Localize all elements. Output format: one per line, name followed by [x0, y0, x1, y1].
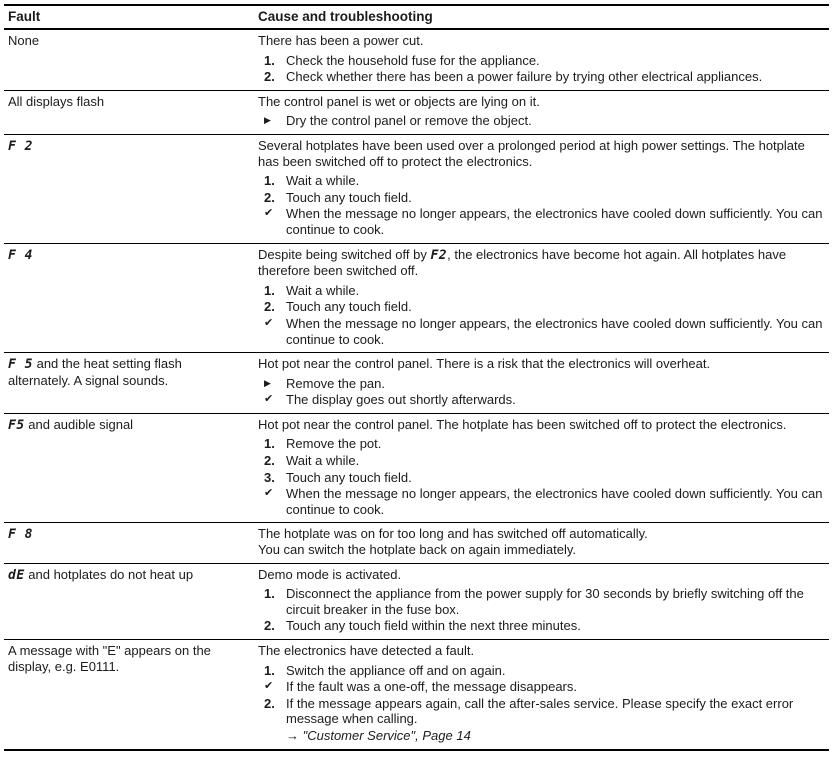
numbered-step — [258, 618, 829, 634]
step-text — [286, 679, 829, 695]
fault-code: F5 — [8, 417, 25, 433]
result-note — [258, 679, 829, 695]
step-text — [286, 173, 829, 189]
step-text — [286, 376, 829, 392]
text-segment: Check the household fuse for the appliance. — [286, 52, 540, 68]
text-segment: A message with "E" appears on the display, e.g. E0111. — [8, 643, 211, 674]
table-row — [4, 413, 829, 523]
fault-cell — [4, 413, 258, 523]
step-text — [286, 53, 829, 69]
cause-cell — [258, 413, 829, 523]
step-number: 2. — [264, 189, 275, 205]
cause-cell — [258, 90, 829, 134]
table-row — [4, 523, 829, 563]
cause-cell — [258, 640, 829, 750]
step-number: 1. — [264, 52, 275, 68]
result-note — [258, 206, 829, 237]
cause-paragraph — [258, 356, 829, 372]
cause-paragraph — [258, 567, 829, 583]
step-number: 1. — [264, 282, 275, 298]
numbered-step — [258, 586, 829, 617]
column-header-fault: Fault — [4, 5, 258, 29]
result-note — [258, 392, 829, 408]
step-number: 3. — [264, 469, 275, 485]
text-segment: , the electronics have become hot again. All hotplates have therefore been switched off. — [258, 246, 787, 279]
column-header-cause: Cause and troubleshooting — [258, 5, 829, 29]
step-text — [286, 453, 829, 469]
cause-paragraph — [258, 138, 829, 169]
step-text — [286, 728, 829, 744]
step-text — [286, 69, 829, 85]
fault-cell — [4, 90, 258, 134]
text-segment: Touch any touch field within the next three minutes. — [286, 618, 581, 634]
text-segment: Touch any touch field. — [286, 299, 412, 315]
fault-code: F 2 — [8, 138, 33, 154]
text-segment: Hot pot near the control panel. There is a risk that the electronics will overheat. — [258, 356, 711, 372]
text-segment: Wait a while. — [286, 453, 360, 469]
step-text — [286, 586, 829, 617]
step-text — [286, 696, 829, 727]
text-segment: Remove the pot. — [286, 436, 382, 452]
step-number: 2. — [264, 618, 275, 634]
fault-code: F 5 — [8, 357, 33, 373]
action-arrow-icon: ▶ — [264, 115, 271, 126]
cause-cell — [258, 29, 829, 90]
text-segment: → "Customer Service", Page 14 — [286, 727, 471, 743]
step-number: 2. — [264, 69, 275, 85]
step-number: 2. — [264, 695, 275, 711]
step-text — [286, 190, 829, 206]
text-segment: and audible signal — [24, 416, 134, 432]
fault-cell — [4, 353, 258, 414]
text-segment: Dry the control panel or remove the object. — [286, 113, 532, 129]
numbered-step — [258, 53, 829, 69]
text-segment: Touch any touch field. — [286, 189, 412, 205]
text-segment: The control panel is wet or objects are lying on it. — [258, 93, 540, 109]
text-segment: When the message no longer appears, the electronics have cooled down sufficiently. You can continue to cook. — [286, 486, 823, 517]
text-segment: None — [8, 33, 40, 48]
step-text — [286, 618, 829, 634]
step-text — [286, 663, 829, 679]
action-step — [258, 376, 829, 392]
table-row — [4, 640, 829, 750]
cause-cell — [258, 243, 829, 353]
cause-paragraph — [258, 94, 829, 110]
step-number: 1. — [264, 436, 275, 452]
cross-reference — [258, 728, 829, 744]
ref-indent — [264, 728, 286, 744]
table-row — [4, 90, 829, 134]
action-arrow-icon: ▶ — [264, 377, 271, 388]
text-segment: Switch the appliance off and on again. — [286, 662, 506, 678]
fault-code: F 8 — [8, 527, 33, 543]
fault-cell — [4, 134, 258, 243]
text-segment: Hot pot near the control panel. The hotplate has been switched off to protect the electronics. — [258, 416, 787, 432]
check-icon: ✔ — [264, 393, 274, 406]
step-text — [286, 470, 829, 486]
text-segment: Disconnect the appliance from the power supply for 30 seconds by briefly switching off the circuit breaker in the fuse box. — [286, 586, 804, 617]
step-text — [286, 206, 829, 237]
numbered-step — [258, 299, 829, 315]
cause-cell — [258, 523, 829, 563]
step-number: 2. — [264, 299, 275, 315]
table-row — [4, 29, 829, 90]
step-text — [286, 113, 829, 129]
numbered-step — [258, 696, 829, 727]
text-segment: Wait a while. — [286, 173, 360, 189]
text-segment: You can switch the hotplate back on again immediately. — [258, 542, 576, 558]
text-segment: Check whether there has been a power failure by trying other electrical appliances. — [286, 69, 763, 85]
step-number: 1. — [264, 586, 275, 602]
text-segment: Several hotplates have been used over a prolonged period at high power settings. The hotplate has been switched off to protect the electronics. — [258, 137, 805, 169]
fault-table — [4, 4, 829, 751]
table-row — [4, 134, 829, 243]
text-segment: Touch any touch field. — [286, 469, 412, 485]
text-segment: and hotplates do not heat up — [24, 566, 194, 582]
action-step — [258, 113, 829, 129]
step-text — [286, 316, 829, 347]
step-text — [286, 486, 829, 517]
step-text — [286, 283, 829, 299]
text-segment: Remove the pan. — [286, 375, 386, 391]
check-icon: ✔ — [264, 207, 274, 220]
cause-paragraph — [258, 526, 829, 542]
step-number: 1. — [264, 662, 275, 678]
text-segment: There has been a power cut. — [258, 33, 424, 48]
fault-cell — [4, 29, 258, 90]
fault-cell — [4, 563, 258, 639]
cause-paragraph — [258, 643, 829, 659]
step-number: 2. — [264, 453, 275, 469]
cause-cell — [258, 563, 829, 639]
text-segment: When the message no longer appears, the electronics have cooled down sufficiently. You can continue to cook. — [286, 315, 823, 347]
cause-paragraph — [258, 33, 829, 49]
numbered-step — [258, 283, 829, 299]
numbered-step — [258, 190, 829, 206]
table-row — [4, 563, 829, 639]
text-segment: and the heat setting flash alternately. A signal sounds. — [8, 356, 182, 388]
text-segment: Wait a while. — [286, 282, 360, 298]
text-segment: When the message no longer appears, the electronics have cooled down sufficiently. You can continue to cook. — [286, 206, 823, 237]
text-segment: The display goes out shortly afterwards. — [286, 392, 516, 408]
check-icon: ✔ — [264, 487, 274, 500]
cause-cell — [258, 353, 829, 414]
fault-code: F 4 — [8, 247, 33, 263]
text-segment: The hotplate was on for too long and has switched off automatically. — [258, 526, 648, 542]
table-row — [4, 243, 829, 353]
fault-cell — [4, 243, 258, 353]
numbered-step — [258, 470, 829, 486]
step-text — [286, 299, 829, 315]
fault-code: dE — [8, 567, 25, 583]
fault-table-body — [4, 29, 829, 750]
table-row — [4, 353, 829, 414]
numbered-step — [258, 453, 829, 469]
text-segment: If the fault was a one-off, the message disappears. — [286, 679, 577, 695]
cause-cell — [258, 134, 829, 243]
fault-cell — [4, 523, 258, 563]
step-text — [286, 436, 829, 452]
fault-cell — [4, 640, 258, 750]
cause-paragraph — [258, 417, 829, 433]
numbered-step — [258, 663, 829, 679]
numbered-step — [258, 436, 829, 452]
cause-paragraph — [258, 247, 829, 279]
text-segment: Demo mode is activated. — [258, 566, 402, 582]
fault-table-head — [4, 5, 829, 29]
check-icon: ✔ — [264, 316, 274, 329]
cause-paragraph — [258, 542, 829, 558]
fault-code: F2 — [430, 247, 448, 263]
check-icon: ✔ — [264, 680, 274, 693]
step-number: 1. — [264, 173, 275, 189]
step-text — [286, 392, 829, 408]
text-segment: The electronics have detected a fault. — [258, 643, 475, 658]
numbered-step — [258, 69, 829, 85]
table-header-row — [4, 5, 829, 29]
text-segment: If the message appears again, call the after-sales service. Please specify the exact error message when calling. — [286, 695, 794, 727]
text-segment: All displays flash — [8, 93, 105, 109]
numbered-step — [258, 173, 829, 189]
result-note — [258, 486, 829, 517]
result-note — [258, 316, 829, 347]
text-segment: Despite being switched off by — [258, 246, 431, 262]
